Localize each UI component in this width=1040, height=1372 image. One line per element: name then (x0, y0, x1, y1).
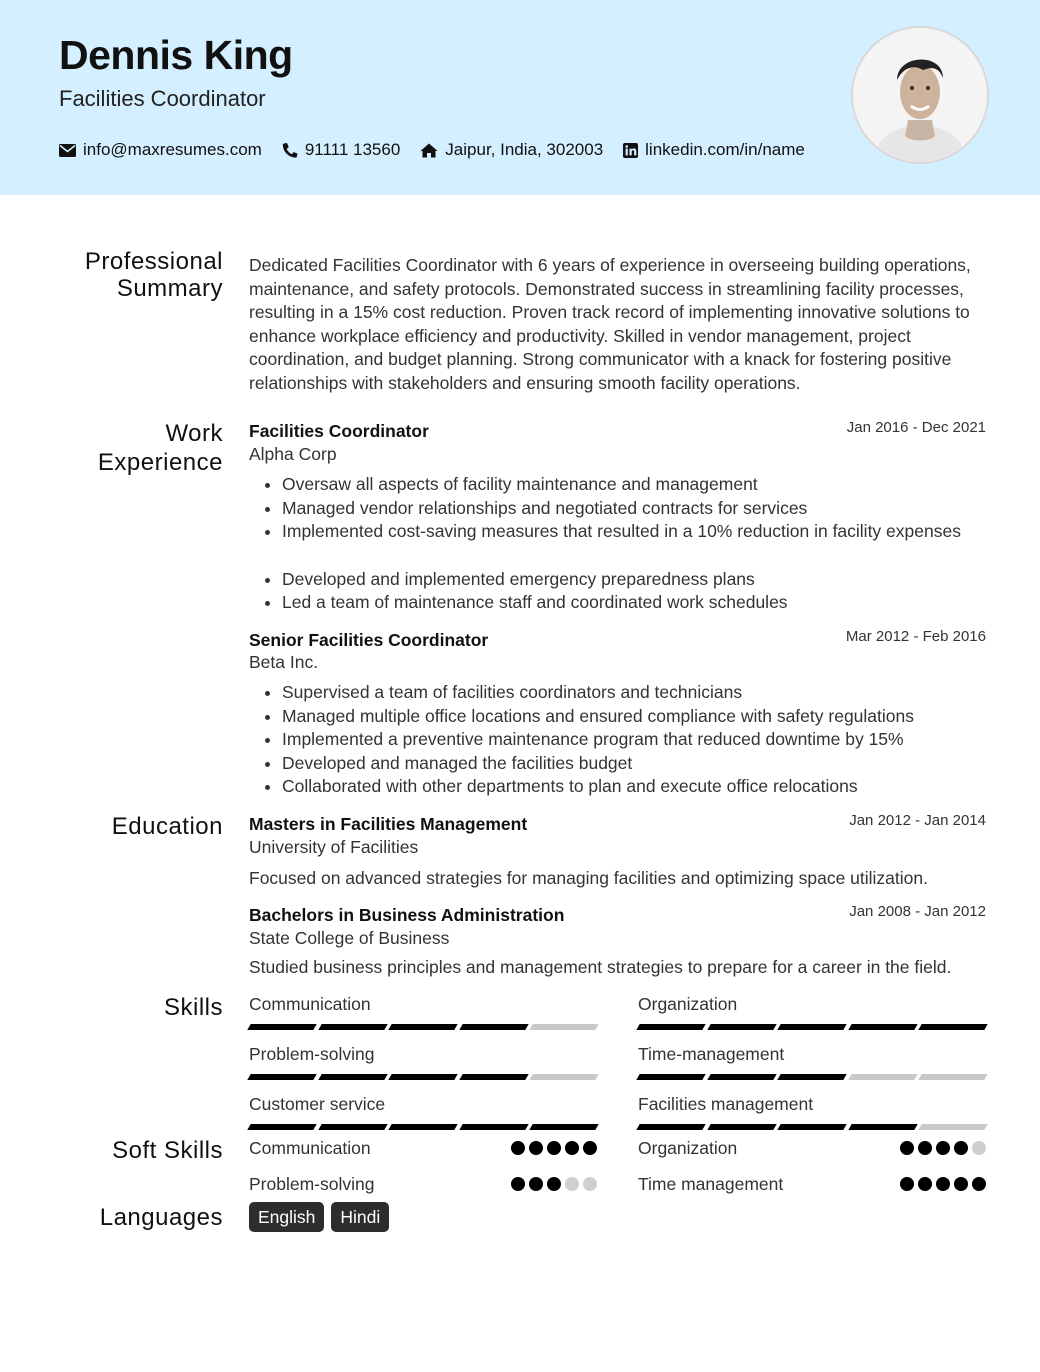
job-title: Facilities Coordinator (249, 421, 429, 441)
list-item: • Collaborated with other departments to plan and execute office relocations (282, 775, 1002, 799)
skill-segment-filled (388, 1074, 457, 1080)
contact-location-text: Jaipur, India, 302003 (445, 140, 604, 159)
rating-dot-filled (529, 1141, 543, 1155)
rating-dot-filled (936, 1141, 950, 1155)
skill-segment-filled (777, 1074, 846, 1080)
soft-skill-item (638, 1173, 986, 1195)
contact-email[interactable] (59, 140, 262, 160)
skill-item (249, 1044, 597, 1066)
language-badge: English (249, 1202, 324, 1232)
section-label-languages: Languages (99, 1204, 223, 1231)
list-item: • Developed and implemented emergency preparedness plans (282, 568, 1002, 592)
school-name: State College of Business (249, 928, 450, 948)
rating-dot-filled (900, 1141, 914, 1155)
skill-segment-filled (777, 1124, 846, 1130)
skill-segment-filled (848, 1124, 917, 1130)
envelope-icon (59, 144, 76, 157)
skill-segment-filled (247, 1074, 316, 1080)
list-item: • Supervised a team of facilities coordinators and technicians (282, 681, 1002, 705)
skill-segment-filled (318, 1074, 387, 1080)
header (0, 0, 1040, 195)
degree-description: Studied business principles and management strategies to prepare for a career in the field. (249, 957, 952, 977)
rating-dot-filled (511, 1141, 525, 1155)
language-badge: Hindi (331, 1202, 389, 1232)
rating-dot-empty (583, 1177, 597, 1191)
rating-dot-filled (918, 1177, 932, 1191)
skill-segment-filled (247, 1024, 316, 1030)
list-item: • Led a team of maintenance staff and coordinated work schedules (282, 591, 1002, 615)
phone-icon (282, 142, 298, 158)
contact-email-text: info@maxresumes.com (83, 140, 262, 159)
skill-segment-empty (919, 1074, 988, 1080)
contact-list (59, 139, 805, 161)
contact-phone[interactable] (282, 140, 400, 160)
skill-segment-filled (247, 1124, 316, 1130)
degree-title: Bachelors in Business Administration (249, 905, 565, 925)
soft-skill-name: Organization (638, 1137, 738, 1158)
skill-segment-empty (919, 1124, 988, 1130)
section-label-summary-line1: Professional (84, 248, 223, 275)
skill-level-bar (638, 1074, 986, 1080)
skill-segment-filled (919, 1024, 988, 1030)
rating-dot-empty (972, 1141, 986, 1155)
list-item: • Implemented a preventive maintenance program that reduced downtime by 15% (282, 728, 1002, 752)
rating-dot-filled (918, 1141, 932, 1155)
job-dates: Jan 2016 - Dec 2021 (846, 419, 986, 436)
soft-skill-item (249, 1137, 597, 1159)
skill-segment-filled (318, 1124, 387, 1130)
soft-skill-rating (900, 1177, 986, 1191)
skill-level-bar (638, 1124, 986, 1130)
rating-dot-filled (972, 1177, 986, 1191)
skill-item (638, 1094, 986, 1116)
language-list (249, 1202, 389, 1232)
list-item: • Managed multiple office locations and ensured compliance with safety regulations (282, 705, 1002, 729)
job-bullets (249, 473, 1002, 615)
contact-linkedin-text: linkedin.com/in/name (645, 140, 805, 159)
rating-dot-filled (936, 1177, 950, 1191)
linkedin-icon (623, 143, 638, 158)
list-item: • Oversaw all aspects of facility maintenance and management (282, 473, 1002, 497)
degree-dates: Jan 2012 - Jan 2014 (849, 812, 986, 829)
degree-dates: Jan 2008 - Jan 2012 (849, 903, 986, 920)
home-icon (420, 143, 438, 158)
list-item: • Developed and managed the facilities budget (282, 752, 1002, 776)
skill-segment-filled (459, 1024, 528, 1030)
skill-segment-filled (707, 1024, 776, 1030)
skill-level-bar (249, 1024, 597, 1030)
rating-dot-filled (565, 1141, 579, 1155)
skill-name: Problem-solving (249, 1044, 375, 1064)
rating-dot-filled (529, 1177, 543, 1191)
section-label-education: Education (111, 813, 223, 840)
section-label-experience-line1: Work (165, 420, 223, 447)
soft-skill-name: Time management (638, 1173, 784, 1194)
skill-segment-filled (388, 1024, 457, 1030)
skill-segment-filled (530, 1124, 599, 1130)
job-title: Senior Facilities Coordinator (249, 630, 489, 650)
skill-segment-filled (636, 1074, 705, 1080)
section-label-experience-line2: Experience (97, 449, 223, 476)
rating-dot-filled (547, 1177, 561, 1191)
skill-segment-empty (530, 1024, 599, 1030)
profile-photo (851, 26, 989, 164)
skill-name: Organization (638, 994, 738, 1014)
rating-dot-filled (547, 1141, 561, 1155)
skill-segment-filled (848, 1024, 917, 1030)
skill-segment-empty (848, 1074, 917, 1080)
skill-segment-filled (707, 1124, 776, 1130)
section-label-summary (40, 248, 223, 302)
soft-skill-item (638, 1137, 986, 1159)
skill-name: Time-management (638, 1044, 785, 1064)
list-item: • Implemented cost-saving measures that resulted in a 10% reduction in facility expenses (282, 520, 1002, 544)
skill-item (249, 994, 597, 1016)
rating-dot-filled (583, 1141, 597, 1155)
rating-dot-filled (900, 1177, 914, 1191)
skill-level-bar (249, 1074, 597, 1080)
job-bullets (249, 681, 1002, 799)
section-label-experience (40, 419, 223, 477)
soft-skill-rating (900, 1141, 986, 1155)
job-company: Beta Inc. (249, 652, 319, 672)
skill-segment-empty (530, 1074, 599, 1080)
skill-segment-filled (459, 1124, 528, 1130)
skill-name: Facilities management (638, 1094, 814, 1114)
skill-segment-filled (636, 1024, 705, 1030)
skill-segment-filled (636, 1124, 705, 1130)
skill-segment-filled (388, 1124, 457, 1130)
rating-dot-filled (511, 1177, 525, 1191)
job-company: Alpha Corp (249, 444, 337, 464)
skill-item (638, 994, 986, 1016)
skill-segment-filled (318, 1024, 387, 1030)
soft-skill-rating (511, 1177, 597, 1191)
section-label-summary-line2: Summary (116, 275, 223, 302)
job-dates: Mar 2012 - Feb 2016 (845, 628, 986, 645)
rating-dot-filled (954, 1141, 968, 1155)
skill-segment-filled (459, 1074, 528, 1080)
skill-level-bar (638, 1024, 986, 1030)
degree-title: Masters in Facilities Management (249, 814, 528, 834)
contact-phone-text: 91111 13560 (304, 140, 401, 159)
contact-linkedin[interactable] (623, 140, 805, 160)
soft-skill-item (249, 1173, 597, 1195)
skill-item (249, 1094, 597, 1116)
soft-skill-name: Communication (249, 1137, 371, 1158)
rating-dot-filled (954, 1177, 968, 1191)
soft-skill-rating (511, 1141, 597, 1155)
skill-name: Communication (249, 994, 371, 1014)
summary-text: Dedicated Facilities Coordinator with 6 years of experience in overseeing building operations, maintenance, and safety protocols. Demonstrated success in streamlining facility processes, resulting in a 15% cost reduction. Proven track record of implementing innovative solutions to enhance workplace efficiency and productivity. Skilled in vendor management, project coordination, and budget planning. Strong communicator with a knack for fostering positive relationships with stakeholders and ensuring smooth facility operations. (249, 255, 971, 393)
rating-dot-empty (565, 1177, 579, 1191)
school-name: University of Facilities (249, 837, 419, 857)
section-label-soft-skills: Soft Skills (112, 1137, 223, 1164)
skill-level-bar (249, 1124, 597, 1130)
skill-segment-filled (777, 1024, 846, 1030)
candidate-title: Facilities Coordinator (59, 86, 266, 111)
contact-location (420, 140, 603, 160)
skill-name: Customer service (249, 1094, 386, 1114)
skill-segment-filled (707, 1074, 776, 1080)
section-label-skills: Skills (163, 994, 223, 1021)
degree-description: Focused on advanced strategies for managing facilities and optimizing space utilization. (249, 868, 928, 888)
list-item: • Managed vendor relationships and negotiated contracts for services (282, 497, 1002, 521)
soft-skill-name: Problem-solving (249, 1173, 375, 1194)
candidate-name: Dennis King (59, 32, 293, 78)
skill-item (638, 1044, 986, 1066)
